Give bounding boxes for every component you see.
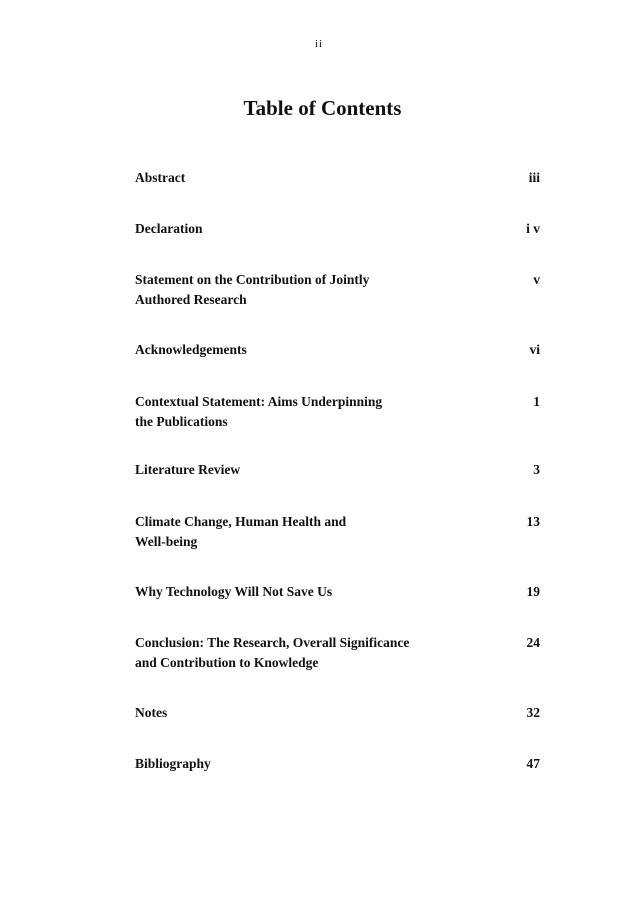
toc-entry-page: vi xyxy=(529,342,540,357)
page-title: Table of Contents xyxy=(243,96,402,120)
toc-entry-page: 47 xyxy=(526,756,540,771)
toc-entry-title: Why Technology Will Not Save Us xyxy=(135,584,333,599)
toc-entry-title: Acknowledgements xyxy=(135,342,247,357)
toc-entry-page: 24 xyxy=(526,635,540,650)
toc-entry-title: Declaration xyxy=(135,221,203,236)
toc-entry-title: Literature Review xyxy=(135,462,241,477)
toc-entry-page: 32 xyxy=(526,705,540,720)
toc-entry-title: Bibliography xyxy=(135,756,211,771)
toc-entry-title: Climate Change, Human Health and Well-being xyxy=(135,514,347,549)
toc-entry-page: 13 xyxy=(526,514,540,529)
toc-entry-page: iii xyxy=(528,170,540,185)
toc-entry-title: Abstract xyxy=(135,170,186,185)
toc-entry-page: i v xyxy=(526,221,540,236)
toc-entry-page: v xyxy=(533,272,540,287)
toc-entry-title: Statement on the Contribution of Jointly Authored Research xyxy=(135,272,370,307)
toc-entry-title: Conclusion: The Research, Overall Significance and Contribution to Knowledge xyxy=(135,635,410,670)
page-number: ii xyxy=(314,38,324,50)
toc-entry-page: 1 xyxy=(533,394,540,409)
toc-entry-page: 19 xyxy=(526,584,540,599)
toc-entry-title: Contextual Statement: Aims Underpinning the Publications xyxy=(135,394,383,429)
toc-entry-page: 3 xyxy=(533,462,540,477)
toc-entry-title: Notes xyxy=(135,705,168,720)
